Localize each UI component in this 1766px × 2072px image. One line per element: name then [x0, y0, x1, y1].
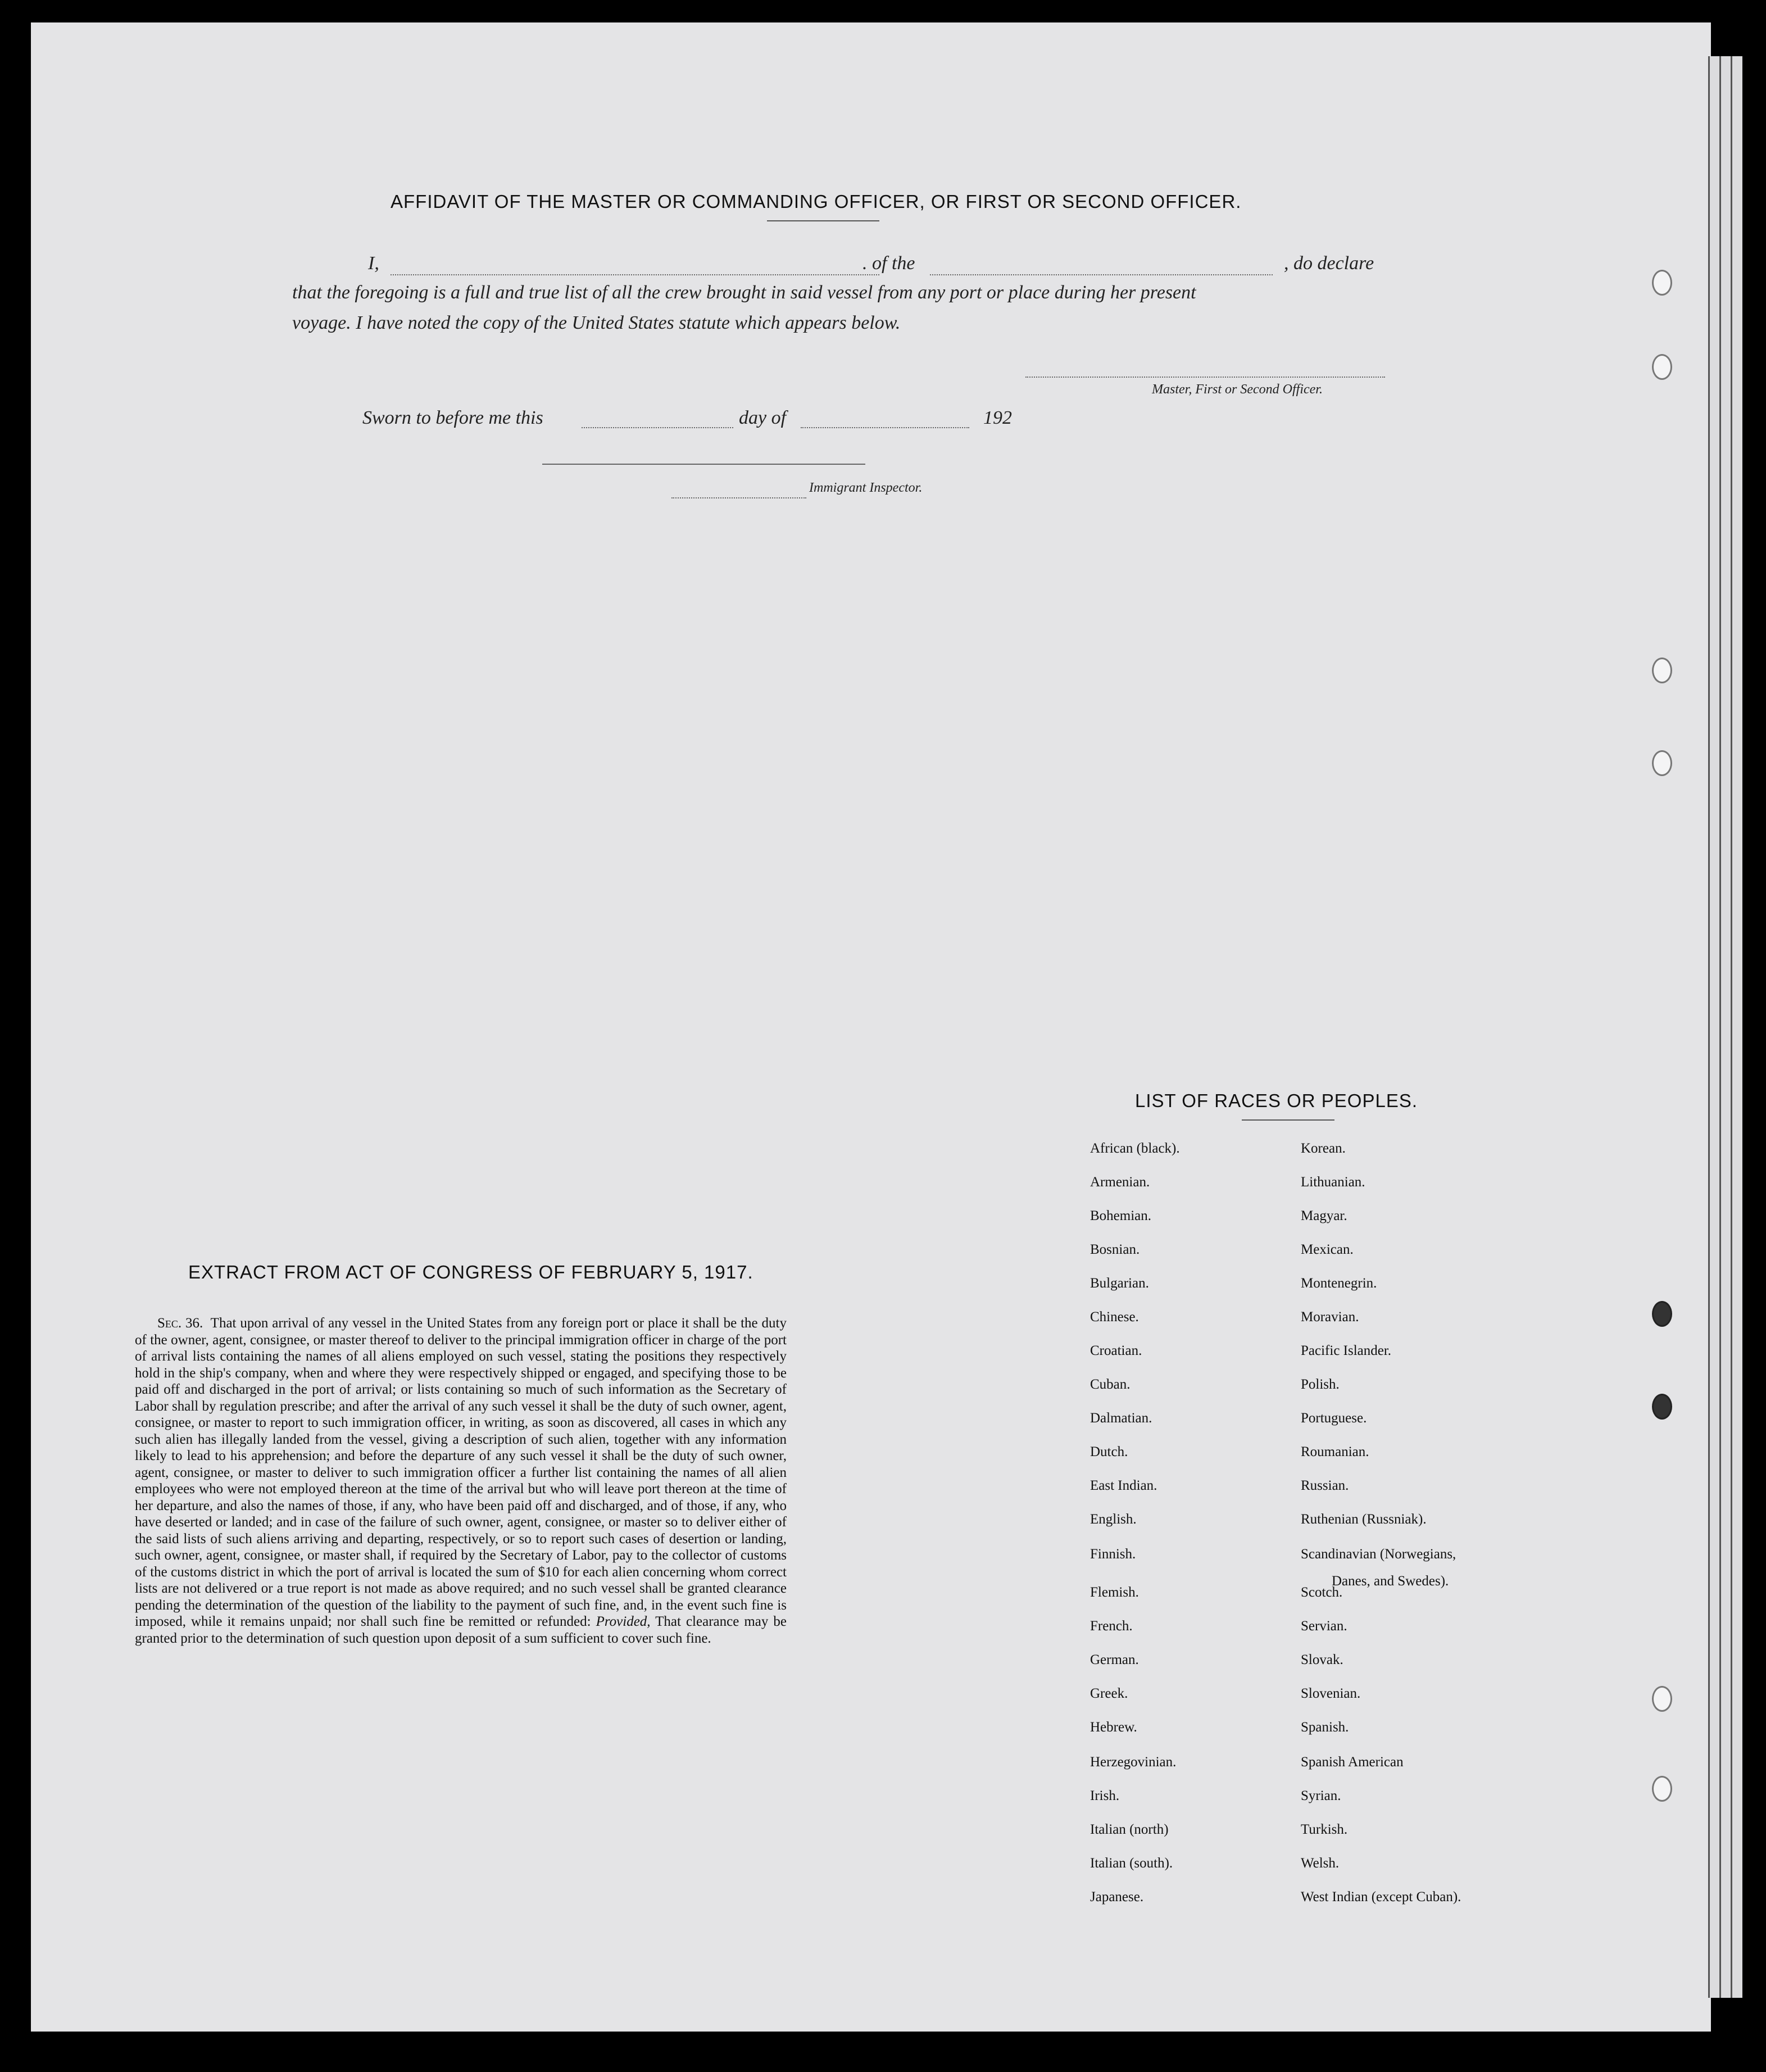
races-divider: [1242, 1119, 1334, 1121]
race-item: Slovak.: [1301, 1652, 1343, 1667]
race-item: African (black).: [1090, 1141, 1180, 1156]
affidavit-line3: voyage. I have noted the copy of the United States statute which appears below.: [292, 312, 901, 333]
extract-text-b: That clearance may be granted prior to the determination of such question upon deposit of a sum sufficient to cover such fine.: [135, 1614, 787, 1646]
race-item: Montenegrin.: [1301, 1276, 1377, 1291]
race-item: French.: [1090, 1618, 1133, 1634]
inspector-rule: [542, 464, 865, 465]
form-page: [31, 22, 1711, 2032]
race-item: Lithuanian.: [1301, 1175, 1365, 1190]
race-item: Italian (north): [1090, 1822, 1169, 1837]
affidavit-line2: that the foregoing is a full and true list of all the crew brought in said vessel from any port or place during her present: [292, 282, 1196, 303]
affidavit-title: AFFIDAVIT OF THE MASTER OR COMMANDING OFFICER, OR FIRST OR SECOND OFFICER.: [391, 191, 1242, 212]
sworn-day-field[interactable]: [582, 427, 733, 428]
race-item: Mexican.: [1301, 1242, 1354, 1257]
race-item: Spanish.: [1301, 1720, 1349, 1735]
race-item: Roumanian.: [1301, 1444, 1369, 1459]
race-item: Finnish.: [1090, 1547, 1136, 1562]
race-item: Greek.: [1090, 1686, 1128, 1701]
sworn-day-label: day of: [739, 407, 787, 428]
race-item: Hebrew.: [1090, 1720, 1137, 1735]
affidavit-line1-end: , do declare: [1284, 253, 1374, 274]
race-item: Pacific Islander.: [1301, 1343, 1392, 1358]
race-item: Welsh.: [1301, 1856, 1340, 1871]
race-item: Turkish.: [1301, 1822, 1348, 1837]
section-number: Sec. 36.: [157, 1316, 203, 1331]
inspector-label: Immigrant Inspector.: [809, 480, 923, 495]
race-item: Flemish.: [1090, 1585, 1139, 1600]
race-item: Irish.: [1090, 1788, 1120, 1803]
race-item: Scandinavian (Norwegians,: [1301, 1547, 1456, 1562]
race-item: Cuban.: [1090, 1377, 1131, 1392]
race-item: Slovenian.: [1301, 1686, 1361, 1701]
race-item: East Indian.: [1090, 1478, 1157, 1493]
binder-hole: [1652, 1686, 1672, 1712]
races-title: LIST OF RACES OR PEOPLES.: [1135, 1090, 1418, 1111]
sworn-month-field[interactable]: [801, 427, 969, 428]
race-item: Herzegovinian.: [1090, 1754, 1177, 1770]
extract-title: EXTRACT FROM ACT OF CONGRESS OF FEBRUARY 5, 1917.: [188, 1262, 753, 1282]
extract-text-a: That upon arrival of any vessel in the United States from any foreign port or place it shall be the duty of the owner, agent, consignee, or master thereof to deliver to the principal immigration officer in charge of the port of arrival lists containing the names of all aliens employed on such vessel, stating the positions they respectively hold in the ship's company, when and where they were respectively shipped or engaged, and specifying those to be paid off and discharged in the port of arrival; or lists containing so much of such information as the Secretary of Labor shall by regulation prescribe; and after the arrival of any such vessel it shall be the duty of such owner, agent, consignee, or master to report to such immigration officer, in writing, as soon as discovered, all cases in which any such alien has illegally landed from the vessel, giving a description of such alien, together with any information likely to lead to his apprehension; and before the departure of any such vessel it shall be the duty of such owner, agent, consignee, or master to deliver to such immigration officer a further list containing the names of all alien employees who were not employed thereon at the time of the arrival but who will leave port thereon at the time of her departure, and also the names of those, if any, who have been paid off and discharged, and of those, if any, who have deserted or landed; and in case of the failure of such owner, agent, consignee, or master so to deliver either of the said lists of such aliens arriving and departing, respectively, or so to report such cases of desertion or landing, such owner, agent, consignee, or master shall, if required by the Secretary of Labor, pay to the collector of customs of the customs district in which the port of arrival is located the sum of $10 for each alien concerning whom correct lists are not delivered or a true report is not made as above required; and no such vessel shall be granted clearance pending the determination of the question of the liability to the payment of such fine, and, in the event such fine is imposed, while it remains unpaid; nor shall such fine be remitted or refunded:: [135, 1316, 787, 1629]
affidavit-line1-mid: . of the: [862, 253, 915, 274]
binder-hole: [1652, 270, 1672, 296]
title-divider: [767, 220, 879, 221]
race-item: German.: [1090, 1652, 1139, 1667]
race-item: Italian (south).: [1090, 1856, 1173, 1871]
race-item: Chinese.: [1090, 1309, 1139, 1325]
master-signature-line[interactable]: [1025, 377, 1385, 378]
vessel-field[interactable]: [930, 274, 1273, 275]
race-item: Syrian.: [1301, 1788, 1341, 1803]
race-item: Croatian.: [1090, 1343, 1142, 1358]
master-label: Master, First or Second Officer.: [1152, 382, 1323, 397]
race-item: West Indian (except Cuban).: [1301, 1889, 1461, 1905]
sworn-year: 192: [983, 407, 1012, 428]
race-item: Dalmatian.: [1090, 1411, 1152, 1426]
race-item: Spanish American: [1301, 1754, 1404, 1770]
binder-hole: [1652, 1776, 1672, 1802]
race-item: Scotch.: [1301, 1585, 1343, 1600]
binder-hole: [1652, 750, 1672, 776]
race-item: Magyar.: [1301, 1208, 1347, 1223]
race-item: Portuguese.: [1301, 1411, 1367, 1426]
race-item: Bosnian.: [1090, 1242, 1140, 1257]
affidavit-line1-start: I,: [368, 253, 379, 274]
race-item: Armenian.: [1090, 1175, 1150, 1190]
race-item: Ruthenian (Russniak).: [1301, 1512, 1427, 1527]
binder-hole: [1652, 658, 1672, 683]
binder-hole: [1652, 1394, 1672, 1420]
race-item: Moravian.: [1301, 1309, 1359, 1325]
provided-word: Provided,: [596, 1614, 651, 1629]
race-item: Russian.: [1301, 1478, 1349, 1493]
race-item: Japanese.: [1090, 1889, 1144, 1905]
race-item-continuation: Danes, and Swedes).: [1332, 1574, 1449, 1589]
page-edge: [1731, 56, 1742, 1998]
inspector-signature-line[interactable]: [671, 497, 806, 498]
race-item: Polish.: [1301, 1377, 1340, 1392]
extract-text: [135, 1315, 787, 1647]
binder-hole: [1652, 1301, 1672, 1327]
race-item: Bulgarian.: [1090, 1276, 1149, 1291]
race-item: Dutch.: [1090, 1444, 1128, 1459]
race-item: Servian.: [1301, 1618, 1347, 1634]
race-item: Bohemian.: [1090, 1208, 1152, 1223]
name-field[interactable]: [391, 274, 879, 275]
sworn-prefix: Sworn to before me this: [362, 407, 543, 428]
race-item: Korean.: [1301, 1141, 1346, 1156]
race-item: English.: [1090, 1512, 1137, 1527]
binder-hole: [1652, 354, 1672, 380]
